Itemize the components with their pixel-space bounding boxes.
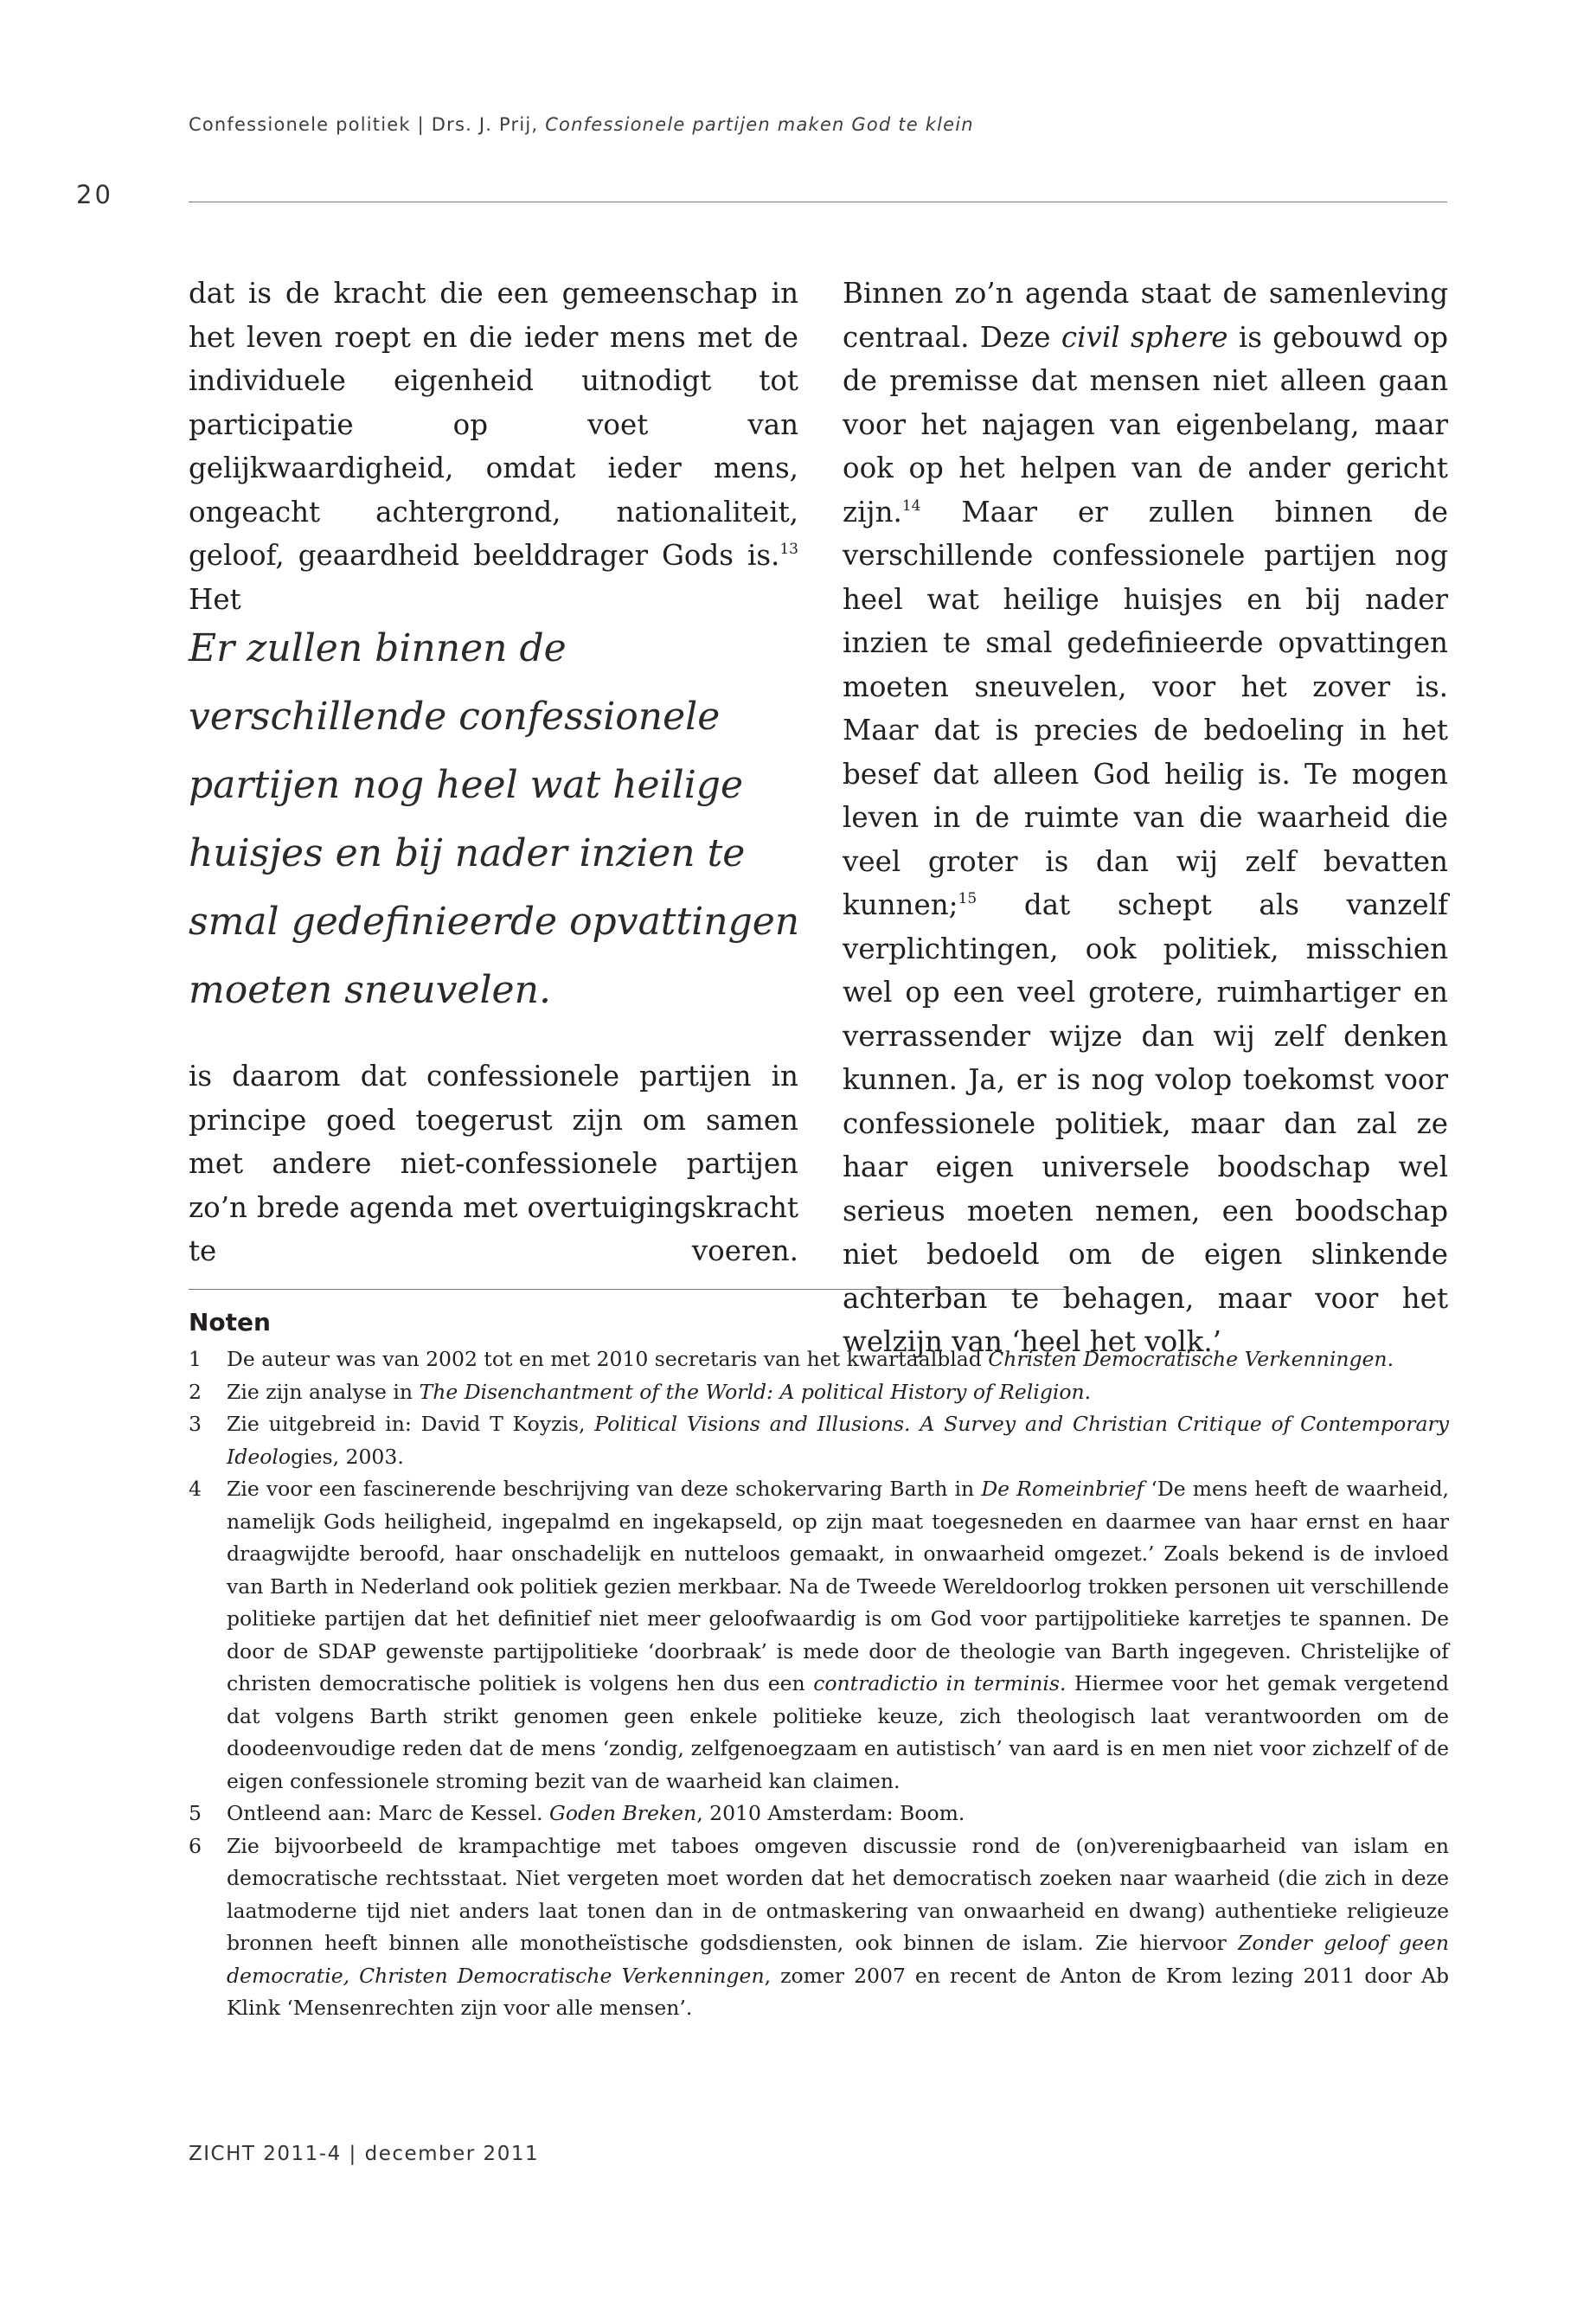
note-title-italic: contradictio in terminis — [813, 1671, 1060, 1695]
notes-list — [189, 1343, 1449, 2025]
pull-quote: Er zullen binnen de verschillende confessionele partijen nog heel wat heilige huisjes en bij nader inzien te smal gedefinieerde opvattingen moeten sneuvelen. — [189, 626, 800, 1012]
note-item — [189, 1343, 1449, 1376]
note-number: 5 — [189, 1801, 202, 1825]
footnote-ref: 15 — [958, 890, 977, 907]
note-item — [189, 1376, 1449, 1409]
note-text — [227, 1343, 1449, 1376]
note-text-part: . — [1387, 1347, 1394, 1371]
running-head — [189, 114, 974, 135]
note-title-italic: The Disenchantment of the World: A political History of Religion — [419, 1379, 1085, 1404]
note-text-part: , zomer 2007 en recent de Anton de Krom lezing 2011 door Ab Klink ‘Mensenrechten zijn voor alle mensen’. — [227, 1963, 1449, 2020]
note-title-italic: De Romeinbrief — [981, 1477, 1144, 1501]
note-text-part: Zie zijn analyse in — [227, 1379, 420, 1404]
page-number: 20 — [76, 180, 113, 209]
body-text: Maar er zullen binnen de verschillende confessionele partijen nog heel wat heilige huisjes en bij nader inzien te smal gedefinieerde opvattingen moeten sneuvelen, voor het zover is. Maar dat is precies de bedoeling in het besef dat alleen God heilig is. Te mogen leven in de ruimte van die waarheid die veel groter is dan wij zelf bevatten kunnen; — [843, 495, 1448, 921]
note-text — [227, 1798, 1449, 1830]
note-title-italic: Christen Democratische Verkenningen — [988, 1347, 1388, 1371]
notes-title: Noten — [189, 1308, 271, 1336]
page-footer: ZICHT 2011-4 | december 2011 — [189, 2143, 540, 2165]
body-emphasis: civil sphere — [1061, 320, 1228, 354]
footnote-ref: 13 — [779, 541, 798, 558]
note-text-part: gies, 2003. — [291, 1444, 404, 1469]
body-left-column-top — [189, 272, 798, 621]
note-text — [227, 1830, 1449, 2025]
note-text-part: ‘De mens heeft de waarheid, namelijk Gods heiligheid, ingepalmd en ingekapseld, op zijn maat toegesneden en daarmee van haar ernst en haar draagwijdte beroofd, haar onschadelijk en nutteloos gemaakt, in onwaarheid omgezet.’ Zoals bekend is de invloed van Barth in Nederland ook politiek gezien merkbaar. Na de Tweede Wereldoorlog trokken personen uit verschillende politieke partijen dat het definitief niet meer geloofwaardig is om God voor partijpolitieke karretjes te spannen. De door de SDAP gewenste partijpolitieke ‘doorbraak’ is mede door de theologie van Barth ingegeven. Christelijke of christen democratische politiek is volgens hen dus een — [227, 1477, 1449, 1695]
note-text-part: , 2010 Amsterdam: Boom. — [696, 1801, 965, 1825]
body-right-column — [843, 272, 1448, 1364]
note-item — [189, 1408, 1449, 1473]
note-number: 3 — [189, 1412, 202, 1436]
note-text — [227, 1408, 1449, 1473]
note-item — [189, 1830, 1449, 2025]
note-text-part: Zie voor een fascinerende beschrijving van deze schokervaring Barth in — [227, 1477, 982, 1501]
note-number: 1 — [189, 1347, 202, 1371]
body-text: dat schept als vanzelf verplichtingen, ook politiek, misschien wel op een veel grotere, ruimhartiger en verrassender wijze dan wij zelf denken kunnen. Ja, er is nog volop toekomst voor confessionele politiek, maar dan zal ze haar eigen universele boodschap wel serieus moeten nemen, een boodschap niet bedoeld om de eigen slinkende achterban te behagen, maar voor het welzijn van ‘heel het volk.’ — [843, 888, 1448, 1358]
note-text — [227, 1376, 1449, 1409]
running-head-author: Drs. J. Prij, — [431, 114, 546, 135]
note-text — [227, 1473, 1449, 1798]
footnote-ref: 14 — [901, 497, 921, 515]
body-left-column-bottom: is daarom dat confessionele partijen in principe goed toegerust zijn om samen met andere niet-confessionele partijen zo’n brede agenda met overtuigingskracht te voeren. — [189, 1060, 798, 1267]
note-text-part: . — [1084, 1379, 1092, 1404]
body-text: is gebouwd op de premisse dat mensen niet alleen gaan voor het najagen van eigenbelang, maar ook op het helpen van de ander gericht zijn. — [843, 320, 1449, 529]
note-title-italic: Zonder geloof geen democratie, Christen Democratische Verkenningen — [227, 1931, 1449, 1988]
note-text-part: Ontleend aan: Marc de Kessel. — [227, 1801, 550, 1825]
body-text: Binnen zo’n agenda staat de samenleving centraal. Deze — [843, 277, 1448, 354]
note-item — [189, 1473, 1449, 1798]
note-text-part: . Hiermee voor het gemak vergetend dat volgens Barth strikt genomen geen enkele politieke keuze, zich theologisch laat verantwoorden om de doodeenvoudige reden dat de mens ‘zondig, zelfgenoegzaam en autistisch’ van aard is en men niet voor zichzelf of de eigen confessionele stroming bezit van de waarheid kan claimen. — [227, 1671, 1449, 1793]
note-number: 2 — [189, 1379, 202, 1404]
notes-rule — [189, 1289, 1067, 1290]
note-text-part: Zie uitgebreid in: David T Koyzis, — [227, 1412, 595, 1436]
body-text: dat is de kracht die een gemeenschap in het leven roept en die ieder mens met de individuele eigenheid uitnodigt tot participatie op voet van gelijkwaardigheid, omdat ieder mens, ongeacht achtergrond, nationaliteit, geloof, geaardheid beelddrager Gods is. — [189, 277, 798, 572]
body-text: Het — [189, 582, 241, 616]
note-number: 4 — [189, 1477, 202, 1501]
running-head-separator: | — [410, 114, 432, 135]
note-text-part: De auteur was van 2002 tot en met 2010 secretaris van het kwartaalblad — [227, 1347, 989, 1371]
note-text-part: Zie bijvoorbeeld de krampachtige met taboes omgeven discussie rond de (on)verenigbaarheid van islam en democratische rechtsstaat. Niet vergeten moet worden dat het democratisch zoeken naar waarheid (die zich in deze laatmoderne tijd niet anders laat tonen dan in de ontmaskering van onwaarheid en dwang) authentieke religieuze bronnen heeft binnen alle monotheïstische godsdiensten, ook binnen de islam. Zie hiervoor — [227, 1833, 1449, 1955]
running-head-title: Confessionele partijen maken God te klein — [545, 114, 974, 135]
note-title-italic: Political Visions and Illusions. A Survey and Christian Critique of Contemporary Ideolo — [227, 1412, 1449, 1469]
note-number: 6 — [189, 1833, 202, 1858]
note-item — [189, 1798, 1449, 1830]
running-head-section: Confessionele politiek — [189, 114, 411, 135]
note-title-italic: Goden Breken — [549, 1801, 697, 1825]
